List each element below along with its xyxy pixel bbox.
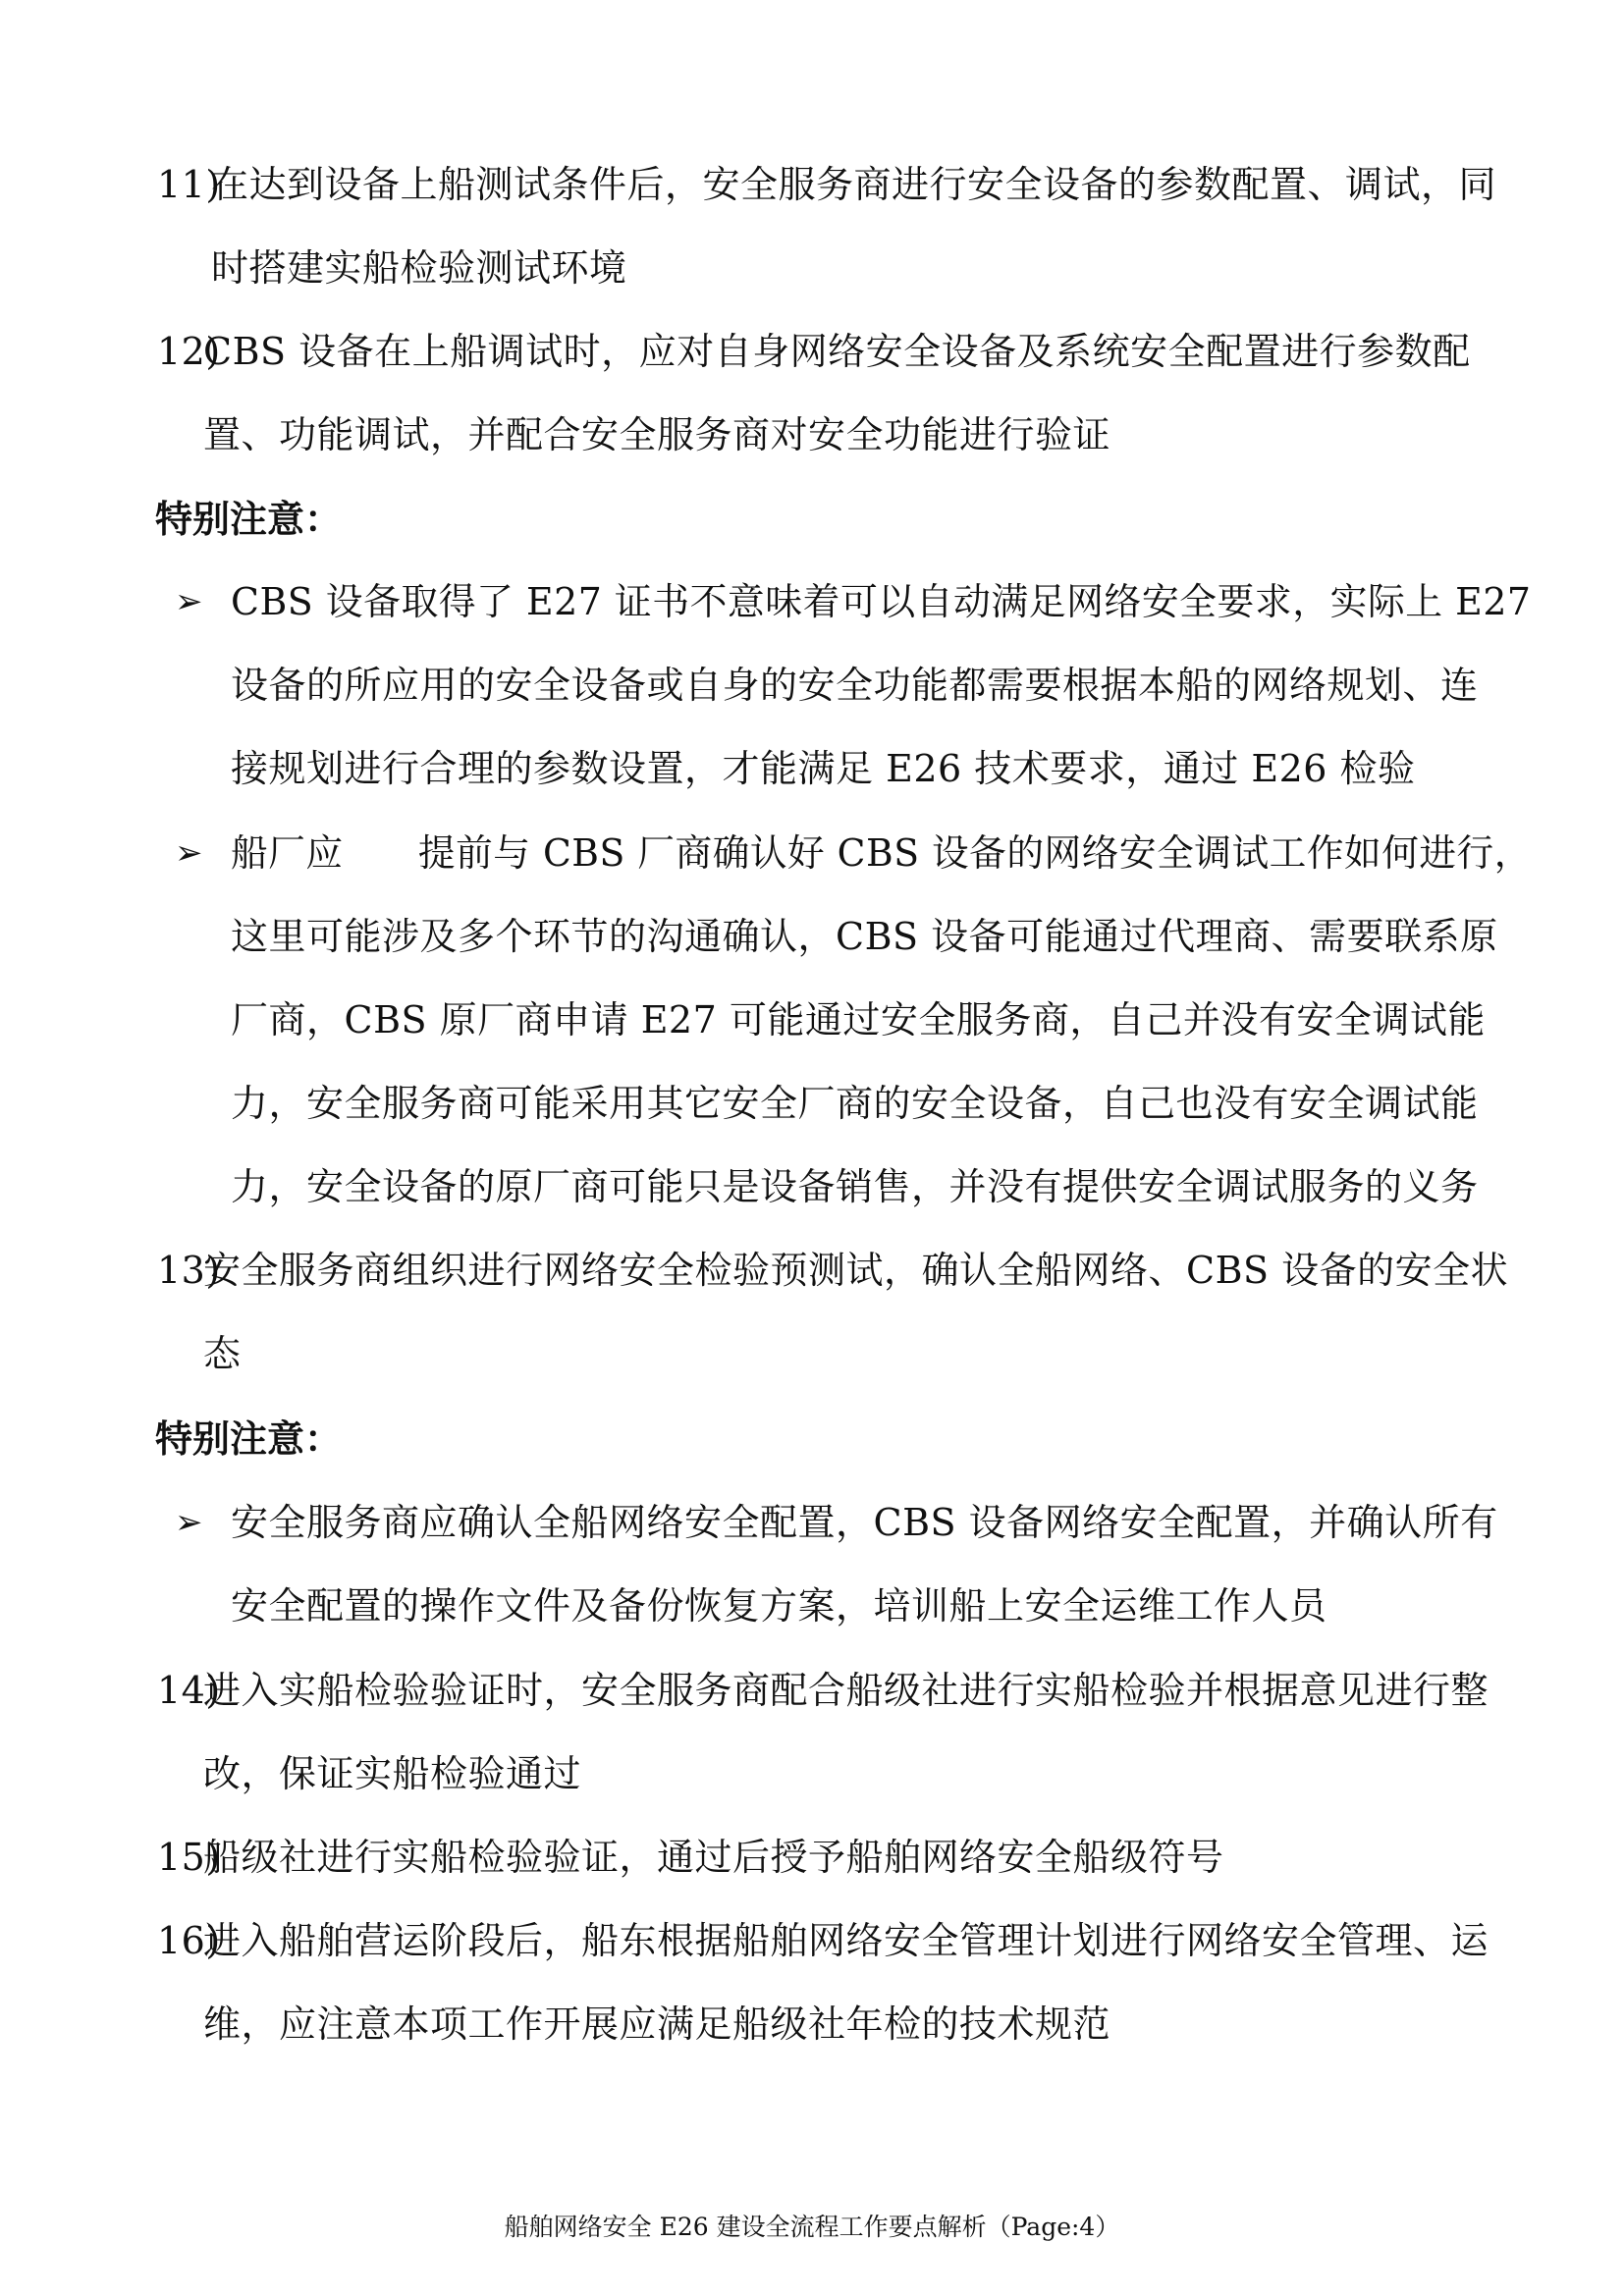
note-1-bullet-1-line-3: 接规划进行合理的参数设置，才能满足 E26 技术要求，通过 E26 检验 (231, 747, 1416, 790)
item-12-line-1: CBS 设备在上船调试时，应对自身网络安全设备及系统安全配置进行参数配 (203, 330, 1471, 373)
item-13-line-2: 态 (203, 1332, 242, 1375)
item-12-line-2: 置、功能调试，并配合安全服务商对安全功能进行验证 (203, 413, 1111, 456)
item-11-line-1: 在达到设备上船测试条件后，安全服务商进行安全设备的参数配置、调试，同 (211, 163, 1497, 206)
note-2-bullet-1-line-2: 安全配置的操作文件及备份恢复方案，培训船上安全运维工作人员 (231, 1584, 1327, 1628)
item-15-line-1: 船级社进行实船检验验证，通过后授予船舶网络安全船级符号 (203, 1836, 1224, 1879)
note-1-bullet-2-line-2: 这里可能涉及多个环节的沟通确认，CBS 设备可能通过代理商、需要联系原 (231, 915, 1498, 958)
item-14-line-1: 进入实船检验验证时，安全服务商配合船级社进行实船检验并根据意见进行整 (203, 1669, 1489, 1712)
item-14-label: 14) (157, 1669, 221, 1712)
note-1-bullet-2-line-3: 厂商，CBS 原厂商申请 E27 可能通过安全服务商，自己并没有安全调试能 (231, 998, 1486, 1041)
note-2-bullet-1-line-1: 安全服务商应确认全船网络安全配置，CBS 设备网络安全配置，并确认所有 (231, 1501, 1498, 1544)
note-1-bullet-1-line-2: 设备的所应用的安全设备或自身的安全功能都需要根据本船的网络规划、连 (231, 664, 1479, 707)
item-15-label: 15) (157, 1836, 221, 1879)
item-11-label: 11) (157, 163, 221, 206)
item-12-label: 12) (157, 330, 221, 373)
note-heading-1: 特别注意： (155, 498, 343, 541)
note-1-bullet-2-line-1: 船厂应 提前与 CBS 厂商确认好 CBS 设备的网络安全调试工作如何进行， (231, 831, 1532, 875)
bullet-arrow-icon: ➢ (175, 833, 203, 873)
item-13-label: 13) (157, 1249, 221, 1292)
item-14-line-2: 改，保证实船检验通过 (203, 1752, 582, 1795)
note-1-bullet-1-line-1: CBS 设备取得了 E27 证书不意味着可以自动满足网络安全要求，实际上 E27 (231, 580, 1532, 623)
note-1-bullet-2-line-5: 力，安全设备的原厂商可能只是设备销售，并没有提供安全调试服务的义务 (231, 1165, 1479, 1208)
item-16-line-2: 维，应注意本项工作开展应满足船级社年检的技术规范 (203, 2002, 1111, 2046)
bullet-arrow-icon: ➢ (175, 582, 203, 621)
page-footer: 船舶网络安全 E26 建设全流程工作要点解析（Page:4） (504, 2213, 1120, 2241)
bullet-arrow-icon: ➢ (175, 1503, 203, 1542)
item-16-label: 16) (157, 1919, 221, 1962)
note-1-bullet-2-line-4: 力，安全服务商可能采用其它安全厂商的安全设备，自己也没有安全调试能 (231, 1082, 1479, 1125)
item-13-line-1: 安全服务商组织进行网络安全检验预测试，确认全船网络、CBS 设备的安全状 (203, 1249, 1509, 1292)
item-11-line-2: 时搭建实船检验测试环境 (211, 246, 627, 290)
item-16-line-1: 进入船舶营运阶段后，船东根据船舶网络安全管理计划进行网络安全管理、运 (203, 1919, 1489, 1962)
note-heading-2: 特别注意： (155, 1417, 343, 1461)
